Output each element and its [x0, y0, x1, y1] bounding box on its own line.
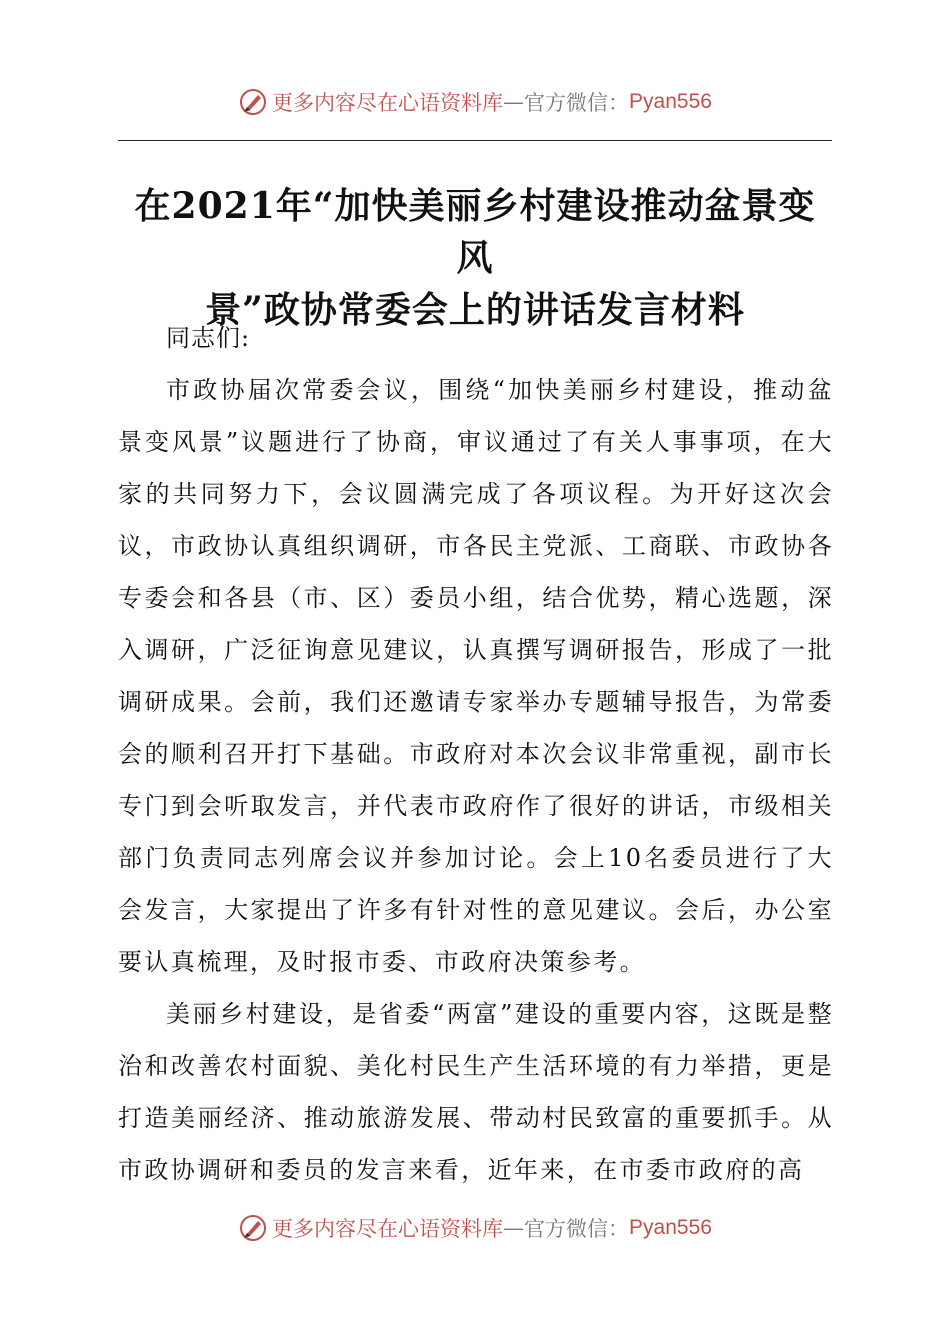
banner-gray-text: 官方微信：: [524, 1217, 630, 1241]
footer-banner: [0, 1208, 950, 1248]
pen-logo-icon: [238, 1213, 268, 1243]
banner-red-text: 更多内容尽在心语资料库: [272, 1217, 504, 1241]
banner-wechat-id: Pyan556: [629, 1216, 712, 1239]
banner-gray-text: 官方微信：: [524, 91, 630, 115]
title-line-2: 景”政协常委会上的讲话发言材料: [205, 289, 745, 331]
title-line-1: 在2021年“加快美丽乡村建设推动盆景变风: [134, 185, 816, 279]
salutation: 同志们:: [166, 324, 251, 352]
banner-wechat-id: Pyan556: [629, 90, 712, 113]
header-divider: [118, 140, 832, 141]
header-banner: [0, 82, 950, 122]
document-body: [118, 312, 834, 1196]
banner-red-text: 更多内容尽在心语资料库: [272, 91, 504, 115]
paragraph: 市政协届次常委会议，围绕“加快美丽乡村建设，推动盆景变风景”议题进行了协商，审议通过了有关人事事项，在大家的共同努力下，会议圆满完成了各项议程。为开好这次会议，市政协认真组织调研，市各民主党派、工商联、市政协各专委会和各县（市、区）委员小组，结合优势，精心选题，深入调研，广泛征询意见建议，认真撰写调研报告，形成了一批调研成果。会前，我们还邀请专家举办专题辅导报告，为常委会的顺利召开打下基础。市政府对本次会议非常重视，副市长专门到会听取发言，并代表市政府作了很好的讲话，市级相关部门负责同志列席会议并参加讨论。会上10名委员进行了大会发言，大家提出了许多有针对性的意见建议。会后，办公室要认真梳理，及时报市委、市政府决策参考。: [118, 376, 834, 976]
banner-separator: —: [503, 90, 525, 114]
paragraph: 美丽乡村建设，是省委“两富”建设的重要内容，这既是整治和改善农村面貌、美化村民生产生活环境的有力举措，更是打造美丽经济、推动旅游发展、带动村民致富的重要抓手。从市政协调研和委员的发言来看，近年来，在市委市政府的高: [118, 1000, 834, 1184]
banner-separator: —: [503, 1216, 525, 1240]
pen-logo-icon: [238, 87, 268, 117]
